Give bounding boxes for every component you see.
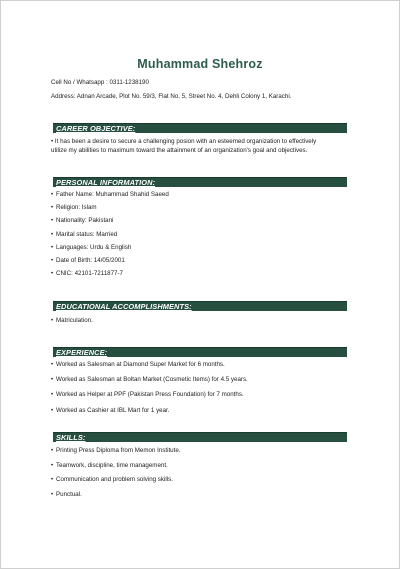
list-item [51, 407, 351, 415]
list-item [51, 217, 351, 225]
experience-item: Worked as Salesman at Diamond Super Market for 6 months. [56, 361, 225, 368]
skill-item: Communication and problem solving skills. [56, 476, 173, 484]
candidate-name: Muhammad Shehroz [137, 57, 263, 71]
experience-item: Worked as Cashier at IBL Mart for 1 year. [56, 406, 170, 414]
bullet: • [51, 204, 54, 212]
list-item [51, 191, 351, 199]
personal-nationality: Nationality: Pakistani [56, 217, 114, 225]
skill-item: Printing Press Diploma from Memon Institute. [56, 447, 181, 454]
bullet: • [51, 461, 54, 469]
list-item [51, 447, 351, 455]
section-heading-career-objective: CAREER OBJECTIVE: [53, 123, 347, 133]
list-item [51, 204, 351, 212]
list-item [51, 361, 351, 369]
list-item [51, 391, 351, 399]
experience-list [51, 361, 351, 415]
personal-religion: Religion: Islam [56, 204, 97, 212]
skills-list [51, 447, 351, 499]
bullet: • [51, 191, 54, 198]
experience-item: Worked as Salesman at Boltan Market (Cosmetic Items) for 4.5 years. [56, 376, 248, 384]
section-heading-skills: SKILLS: [53, 432, 347, 442]
skill-item: Punctual. [56, 491, 82, 499]
career-objective-text [51, 138, 351, 155]
bullet: • [51, 406, 54, 414]
list-item [51, 270, 351, 278]
list-item [51, 376, 351, 384]
bullet: • [51, 361, 54, 368]
bullet: • [51, 447, 54, 454]
personal-information-list [51, 191, 351, 278]
personal-cnic: CNIC: 42101-7211877-7 [56, 270, 123, 278]
education-list [51, 317, 351, 325]
bullet: • [51, 217, 54, 225]
bullet: • [51, 317, 54, 324]
bullet: • [51, 476, 54, 484]
list-item [51, 317, 351, 325]
bullet: • [51, 243, 54, 251]
contact-phone: Cell No / Whatsapp : 0311-1238190 [51, 79, 149, 86]
personal-marital-status: Marital status: Married [56, 230, 118, 238]
section-heading-education: EDUCATIONAL ACCOMPLISHMENTS: [53, 301, 347, 311]
skill-item: Teamwork, discipline, time management. [56, 461, 168, 469]
education-item: Matriculation. [56, 317, 93, 324]
career-objective-line [51, 138, 351, 147]
personal-father-name: Father Name: Muhammad Shahid Saeed [56, 191, 169, 198]
section-heading-personal-information: PERSONAL INFORMATION: [53, 177, 347, 187]
career-objective-line-2: utilize my abilities to maximum toward the attainment of an organization's goal and objectives. [51, 146, 308, 154]
bullet: • [51, 138, 54, 145]
bullet: • [51, 230, 54, 238]
career-objective-line-1: It has been a desire to secure a challenging posion with an esteemed organization to effectively [54, 138, 317, 145]
bullet: • [51, 491, 54, 499]
bullet: • [51, 270, 54, 278]
list-item [51, 491, 351, 499]
bullet: • [51, 376, 54, 384]
list-item [51, 244, 351, 252]
bullet: • [51, 391, 54, 399]
section-heading-experience: EXPERIENCE: [53, 347, 347, 357]
bullet: • [51, 257, 54, 265]
list-item [51, 462, 351, 470]
list-item [51, 476, 351, 484]
personal-date-of-birth: Date of Birth: 14/05/2001 [56, 257, 125, 265]
contact-address: Address: Adnan Arcade, Plot No. 59/3, Flat No. 5, Street No. 4, Dehli Colony 1, Karachi. [51, 93, 292, 100]
list-item [51, 257, 351, 265]
list-item [51, 231, 351, 239]
personal-languages: Languages: Urdu & English [56, 243, 132, 251]
experience-item: Worked as Helper at PPF (Pakistan Press Foundation) for 7 months. [56, 391, 244, 399]
